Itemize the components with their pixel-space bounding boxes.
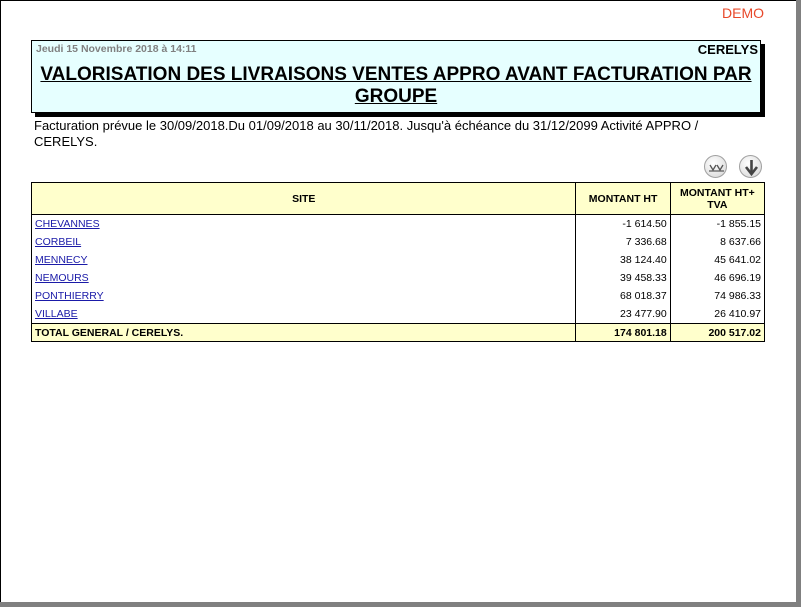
total-ht: 174 801.18	[576, 324, 670, 342]
montant-ht-cell: 68 018.37	[576, 287, 670, 305]
site-link-villabe[interactable]: VILLABE	[35, 308, 78, 320]
montant-ttc-cell: 74 986.33	[670, 287, 764, 305]
window-shadow-bottom	[0, 602, 801, 607]
site-cell	[32, 305, 576, 324]
table-row	[32, 233, 765, 251]
site-cell	[32, 287, 576, 305]
montant-ttc-cell: 46 696.19	[670, 269, 764, 287]
table-row	[32, 215, 765, 234]
total-label: TOTAL GENERAL / CERELYS.	[32, 324, 576, 342]
montant-ttc-cell: -1 855.15	[670, 215, 764, 234]
site-link-ponthierry[interactable]: PONTHIERRY	[35, 290, 104, 302]
site-cell	[32, 251, 576, 269]
montant-ht-cell: 39 458.33	[576, 269, 670, 287]
report-date: Jeudi 15 Novembre 2018 à 14:11	[36, 43, 197, 55]
site-link-mennecy[interactable]: MENNECY	[35, 254, 88, 266]
company-name: CERELYS	[697, 42, 758, 57]
table-row	[32, 251, 765, 269]
arrow-down-icon	[740, 156, 763, 179]
table-row	[32, 305, 765, 324]
site-link-corbeil[interactable]: CORBEIL	[35, 236, 82, 248]
window-border-left	[0, 0, 1, 607]
montant-ttc-cell: 26 410.97	[670, 305, 764, 324]
montant-ht-cell: 7 336.68	[576, 233, 670, 251]
report-header	[31, 40, 761, 113]
montant-ht-cell: -1 614.50	[576, 215, 670, 234]
montant-ht-cell: 23 477.90	[576, 305, 670, 324]
column-header-montant-ht[interactable]: MONTANT HT	[576, 183, 670, 215]
column-header-montant-ttc[interactable]: MONTANT HT+ TVA	[670, 183, 764, 215]
report-description: Facturation prévue le 30/09/2018.Du 01/09/2018 au 30/11/2018. Jusqu'à échéance du 31/12/2099 Activité APPRO / CERELYS.	[34, 118, 699, 149]
report-title-line2: GROUPE	[354, 86, 438, 107]
report-table	[31, 182, 765, 342]
demo-watermark: DEMO	[722, 5, 764, 21]
double-chevron-down-icon	[705, 156, 728, 179]
column-header-site[interactable]: SITE	[32, 183, 576, 215]
report-title	[32, 64, 760, 108]
total-ttc: 200 517.02	[670, 324, 764, 342]
expand-button[interactable]	[739, 155, 762, 178]
report-title-line1: VALORISATION DES LIVRAISONS VENTES APPRO AVANT FACTURATION PAR	[40, 64, 752, 85]
window-border-top	[0, 0, 801, 1]
window-shadow-right	[796, 0, 801, 607]
site-cell	[32, 269, 576, 287]
table-row	[32, 287, 765, 305]
montant-ttc-cell: 45 641.02	[670, 251, 764, 269]
montant-ttc-cell: 8 637.66	[670, 233, 764, 251]
site-cell	[32, 233, 576, 251]
site-cell	[32, 215, 576, 234]
table-header-row	[32, 183, 765, 215]
site-link-chevannes[interactable]: CHEVANNES	[35, 218, 100, 230]
montant-ht-cell: 38 124.40	[576, 251, 670, 269]
total-row	[32, 324, 765, 342]
site-link-nemours[interactable]: NEMOURS	[35, 272, 89, 284]
table-row	[32, 269, 765, 287]
expand-all-button[interactable]	[704, 155, 727, 178]
